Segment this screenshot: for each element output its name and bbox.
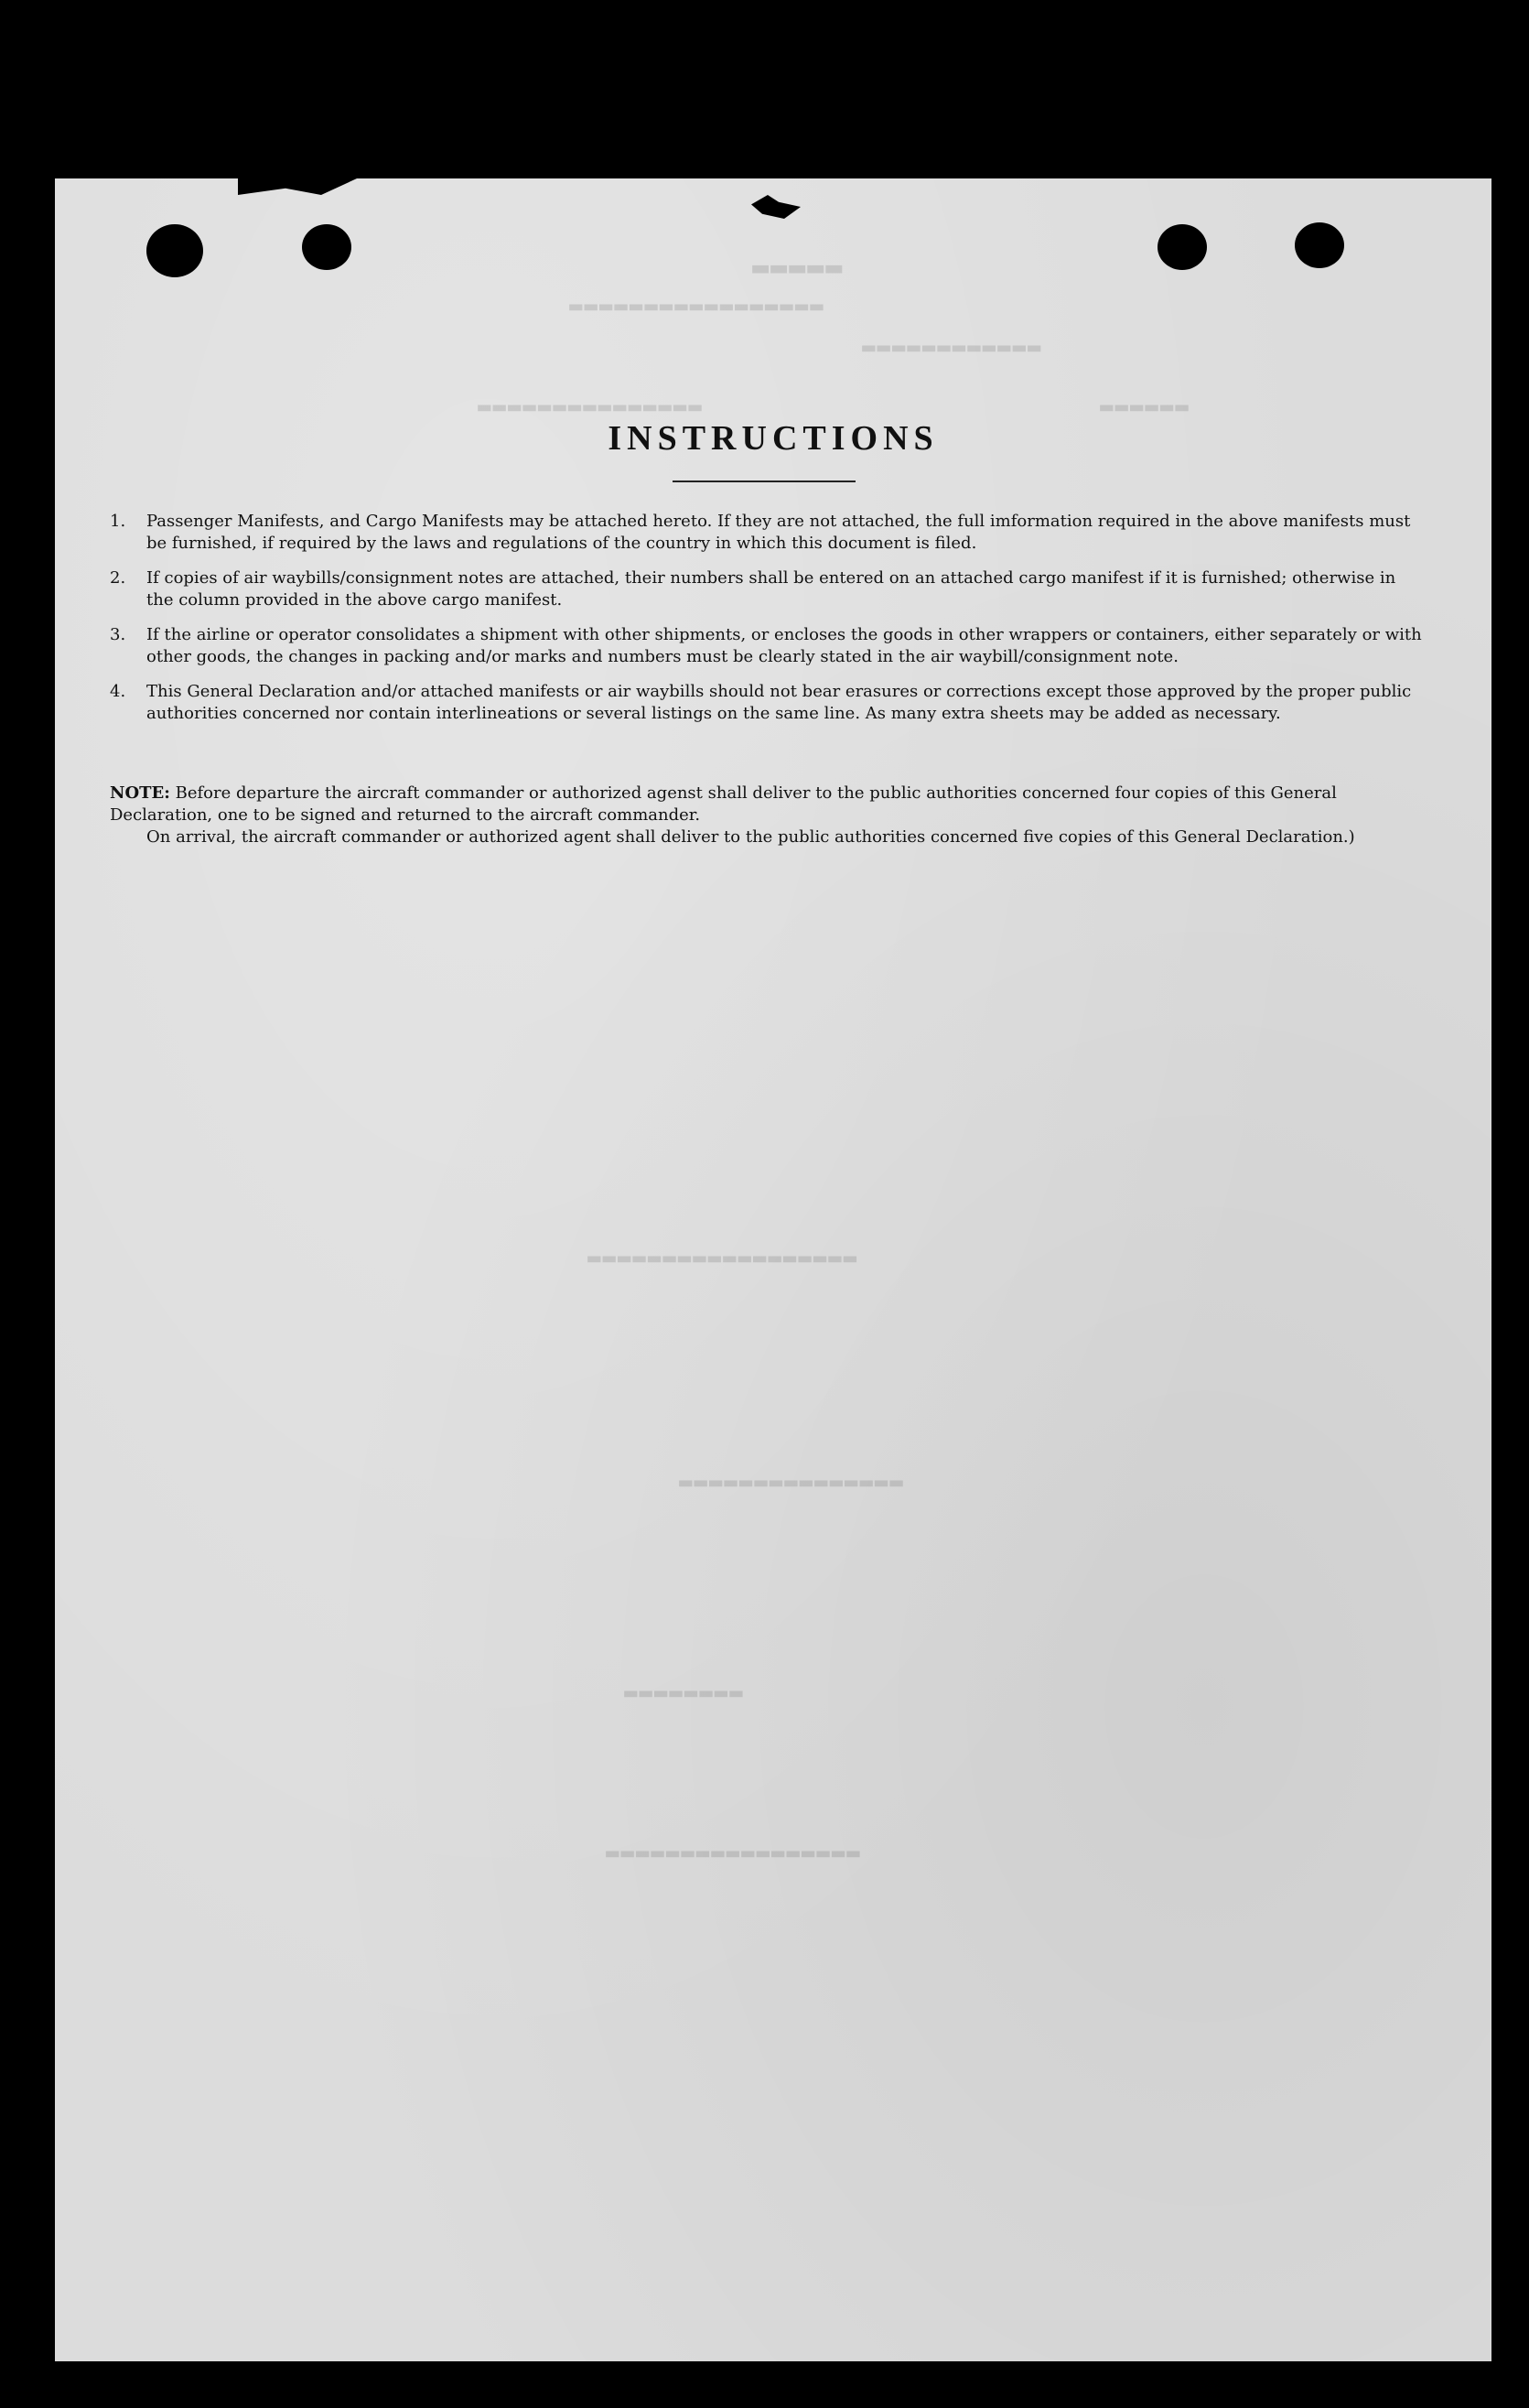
show-through-text: ▬▬▬▬▬ [750,252,843,284]
note-label: NOTE: [110,783,170,803]
show-through-text: ▬▬▬▬▬▬▬▬▬▬▬▬▬▬▬ [476,394,702,419]
title-underline [673,481,856,482]
instruction-number: 4. [110,682,126,701]
instructions-content [55,178,1491,2361]
instruction-number: 3. [110,625,126,644]
instruction-number: 2. [110,568,126,588]
show-through-text: ▬▬▬▬▬▬▬▬▬▬▬▬▬▬▬ [677,1469,903,1495]
instruction-item [110,681,1427,725]
note-paragraph [110,783,1427,826]
note-block [110,783,1427,848]
instruction-number: 1. [110,512,126,531]
show-through-text: ▬▬▬▬▬▬▬▬▬▬▬▬ [860,334,1041,360]
instruction-item [110,567,1427,611]
instruction-text: If the airline or operator consolidates a shipment with other shipments, or encloses the goods in other wrappers or containers, either separately or with other goods, the changes in packing and/or marks and numbers must be clearly stated in the air waybill/consignment note. [146,625,1422,666]
instruction-item [110,624,1427,668]
instruction-text: If copies of air waybills/consignment notes are attached, their numbers shall be entered on an attached cargo manifest if it is furnished; otherwise in the column provided in the above cargo manifest. [146,568,1396,610]
instruction-text: This General Declaration and/or attached manifests or air waybills should not bear erasures or corrections except those approved by the proper public authorities concerned nor contain interlineations or several listings on the same line. As many extra sheets may be added as necessary. [146,682,1412,723]
show-through-text: ▬▬▬▬▬▬▬▬▬▬▬▬▬▬▬▬▬▬ [586,1245,857,1270]
instruction-text: Passenger Manifests, and Cargo Manifests may be attached hereto. If they are not attached, the full imformation required in the above manifests must be furnished, if required by the laws and regulations of the country in which this document is filed. [146,512,1411,553]
instructions-list [110,511,1427,738]
instruction-item [110,511,1427,555]
show-through-text: ▬▬▬▬▬▬▬▬▬▬▬▬▬▬▬▬▬ [567,293,824,319]
note-text: On arrival, the aircraft commander or authorized agent shall deliver to the public authorities concerned five copies of this General Declaration.) [146,827,1355,847]
document-page [55,178,1491,2361]
show-through-text: ▬▬▬▬▬▬▬▬ [622,1679,743,1705]
note-paragraph [146,826,1427,848]
show-through-text: ▬▬▬▬▬▬▬▬▬▬▬▬▬▬▬▬▬ [604,1840,860,1865]
document-title: INSTRUCTIONS [608,419,939,458]
show-through-text: ▬▬▬▬▬▬ [1098,394,1189,419]
note-text: Before departure the aircraft commander or authorized agenst shall deliver to the public authorities concerned four copies of this General Declaration, one to be signed and returned to the aircraft commander. [110,783,1337,825]
